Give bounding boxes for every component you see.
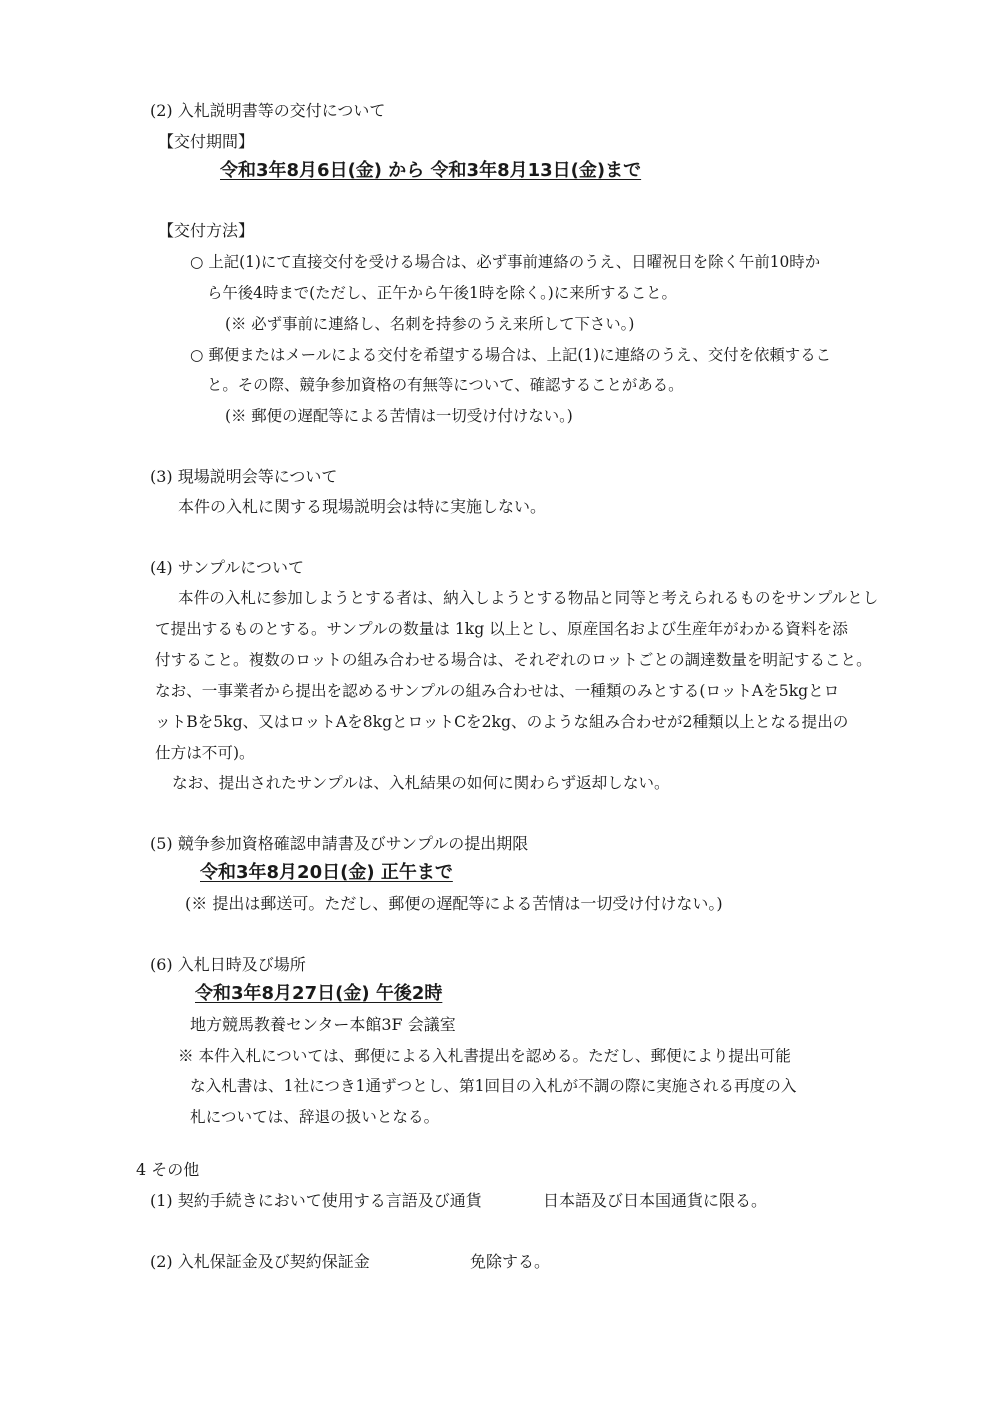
bid-note-line-3: 札については、辞退の扱いとなる。	[190, 1108, 440, 1126]
bid-place: 地方競馬教養センター本館3F 会議室	[190, 1015, 456, 1034]
sample-paragraph-line: 本件の入札に参加しようとする者は、納入しようとする物品と同等と考えられるものをサンプルとし	[178, 589, 879, 607]
delivery-period-label: 【交付期間】	[158, 132, 255, 151]
bid-note-line-2: な入札書は、1社につき1通ずつとし、第1回目の入札が不調の際に実施される再度の入	[190, 1077, 797, 1095]
submission-deadline: 令和3年8月20日(金) 正午まで	[200, 862, 453, 883]
sample-paragraph-line: なお、一事業者から提出を認めるサンプルの組み合わせは、一種類のみとする(ロットAを5kgとロ	[155, 682, 840, 700]
section-4-heading: (4) サンプルについて	[150, 558, 304, 577]
section-3-body: 本件の入札に関する現場説明会は特に実施しない。	[178, 497, 547, 516]
sample-paragraph-line: て提出するものとする。サンプルの数量は 1kg 以上とし、原産国名および生産年がわかる資料を添	[155, 620, 848, 638]
sample-paragraph-line: なお、提出されたサンプルは、入札結果の如何に関わらず返却しない。	[172, 774, 670, 792]
delivery-bullet-2-line-2: と。その際、競争参加資格の有無等について、確認することがある。	[207, 376, 684, 394]
section-6-heading: (6) 入札日時及び場所	[150, 955, 306, 974]
delivery-bullet-2-line-1: ○ 郵便またはメールによる交付を希望する場合は、上記(1)に連絡のうえ、交付を依頼するこ	[190, 346, 831, 364]
section-5-heading: (5) 競争参加資格確認申請書及びサンプルの提出期限	[150, 834, 529, 853]
delivery-bullet-2-note: (※ 郵便の遅配等による苦情は一切受け付けない。)	[225, 407, 573, 425]
section-3-heading: (3) 現場説明会等について	[150, 467, 338, 486]
submission-note: (※ 提出は郵送可。ただし、郵便の遅配等による苦情は一切受け付けない。)	[185, 894, 723, 913]
deposit-value: 免除する。	[470, 1252, 551, 1271]
delivery-period-value: 令和3年8月6日(金) から 令和3年8月13日(金)まで	[220, 160, 642, 181]
other-heading: 4 その他	[136, 1160, 200, 1179]
deposit-label: (2) 入札保証金及び契約保証金	[150, 1252, 370, 1271]
language-currency-label: (1) 契約手続きにおいて使用する言語及び通貨	[150, 1191, 482, 1210]
delivery-bullet-1-line-2: ら午後4時まで(ただし、正午から午後1時を除く。)に来所すること。	[207, 284, 677, 302]
delivery-bullet-1-note: (※ 必ず事前に連絡し、名刺を持参のうえ来所して下さい。)	[225, 315, 635, 333]
section-2-heading: (2) 入札説明書等の交付について	[150, 101, 386, 120]
delivery-bullet-1-line-1: ○ 上記(1)にて直接交付を受ける場合は、必ず事前連絡のうえ、日曜祝日を除く午前10時か	[190, 253, 821, 271]
sample-paragraph-line: 仕方は不可)。	[155, 744, 255, 762]
language-currency-value: 日本語及び日本国通貨に限る。	[543, 1191, 768, 1210]
delivery-method-label: 【交付方法】	[158, 221, 255, 240]
bid-note-line-1: ※ 本件入札については、郵便による入札書提出を認める。ただし、郵便により提出可能	[178, 1047, 791, 1065]
sample-paragraph-line: 付すること。複数のロットの組み合わせる場合は、それぞれのロットごとの調達数量を明記すること。	[155, 651, 872, 669]
bid-datetime: 令和3年8月27日(金) 午後2時	[195, 983, 443, 1004]
sample-paragraph-line: ットBを5kg、又はロットAを8kgとロットCを2kg、のような組み合わせが2種類以上となる提出の	[155, 713, 849, 731]
